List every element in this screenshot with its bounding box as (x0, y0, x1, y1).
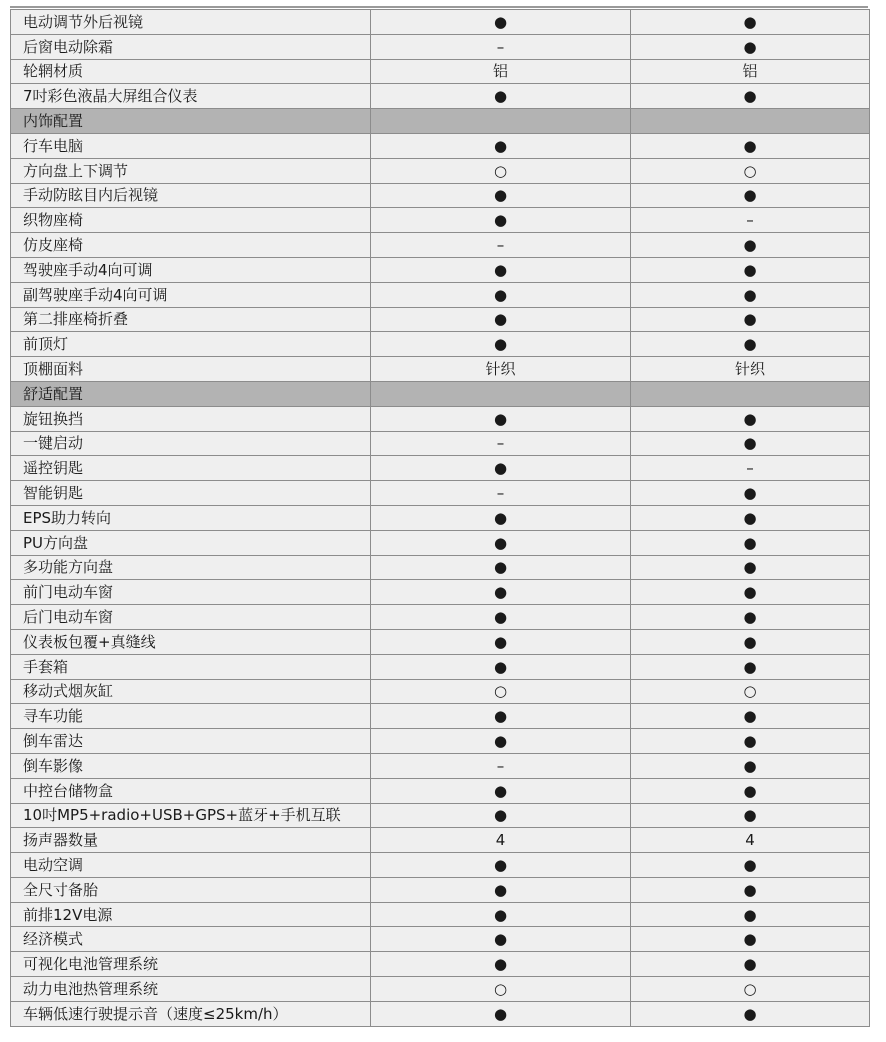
section-header-row (11, 381, 870, 406)
table-row (11, 778, 870, 803)
model-1-value-cell: ● (371, 629, 631, 654)
model-2-value-cell: 铝 (631, 59, 870, 84)
model-1-value-cell: – (371, 481, 631, 506)
model-2-value-cell: ● (631, 84, 870, 109)
model-1-value-cell: ● (371, 580, 631, 605)
model-1-value-cell: ● (371, 406, 631, 431)
feature-name-cell: 行车电脑 (11, 133, 371, 158)
table-row (11, 530, 870, 555)
table-row (11, 803, 870, 828)
model-1-value-cell: ● (371, 530, 631, 555)
model-2-value-cell: ○ (631, 158, 870, 183)
model-1-value-cell: ● (371, 1001, 631, 1026)
section-filler-cell (371, 381, 631, 406)
table-row (11, 555, 870, 580)
model-1-value-cell: 针织 (371, 357, 631, 382)
feature-name-cell: 手套箱 (11, 654, 371, 679)
model-1-value-cell: ● (371, 902, 631, 927)
model-2-value-cell: ● (631, 133, 870, 158)
feature-name-cell: 一键启动 (11, 431, 371, 456)
model-2-value-cell: ● (631, 853, 870, 878)
model-1-value-cell: – (371, 753, 631, 778)
model-1-value-cell: ● (371, 332, 631, 357)
model-1-value-cell: ○ (371, 158, 631, 183)
model-2-value-cell: ● (631, 629, 870, 654)
feature-name-cell: 多功能方向盘 (11, 555, 371, 580)
model-1-value-cell: ● (371, 729, 631, 754)
table-row (11, 257, 870, 282)
model-1-value-cell: – (371, 233, 631, 258)
feature-name-cell: EPS助力转向 (11, 505, 371, 530)
table-row (11, 605, 870, 630)
feature-name-cell: 全尺寸备胎 (11, 877, 371, 902)
spec-table (10, 9, 870, 1027)
model-2-value-cell: ● (631, 729, 870, 754)
feature-name-cell: 电动调节外后视镜 (11, 10, 371, 35)
model-2-value-cell: ● (631, 704, 870, 729)
model-1-value-cell: ● (371, 208, 631, 233)
section-header-row (11, 109, 870, 134)
feature-name-cell: 智能钥匙 (11, 481, 371, 506)
feature-name-cell: 第二排座椅折叠 (11, 307, 371, 332)
table-row (11, 456, 870, 481)
table-row (11, 481, 870, 506)
table-row (11, 828, 870, 853)
model-2-value-cell: ● (631, 530, 870, 555)
spec-table-body (11, 10, 870, 1027)
feature-name-cell: 后窗电动除霜 (11, 34, 371, 59)
model-2-value-cell: ● (631, 431, 870, 456)
model-2-value-cell: ● (631, 580, 870, 605)
table-row (11, 59, 870, 84)
table-row (11, 233, 870, 258)
model-1-value-cell: 铝 (371, 59, 631, 84)
model-1-value-cell: ○ (371, 977, 631, 1002)
feature-name-cell: 前顶灯 (11, 332, 371, 357)
feature-name-cell: 车辆低速行驶提示音（速度≤25km/h） (11, 1001, 371, 1026)
table-row (11, 133, 870, 158)
model-1-value-cell: ● (371, 505, 631, 530)
feature-name-cell: 后门电动车窗 (11, 605, 371, 630)
model-2-value-cell: ● (631, 753, 870, 778)
model-2-value-cell: 针织 (631, 357, 870, 382)
table-row (11, 307, 870, 332)
model-2-value-cell: ● (631, 332, 870, 357)
model-1-value-cell: ● (371, 952, 631, 977)
model-2-value-cell: ● (631, 877, 870, 902)
model-1-value-cell: ● (371, 853, 631, 878)
model-1-value-cell: ○ (371, 679, 631, 704)
feature-name-cell: 仪表板包覆+真缝线 (11, 629, 371, 654)
model-1-value-cell: ● (371, 803, 631, 828)
model-2-value-cell: ● (631, 257, 870, 282)
model-2-value-cell: ● (631, 233, 870, 258)
feature-name-cell: 仿皮座椅 (11, 233, 371, 258)
table-row (11, 580, 870, 605)
feature-name-cell: 扬声器数量 (11, 828, 371, 853)
top-rule (10, 6, 868, 8)
model-2-value-cell: ● (631, 803, 870, 828)
model-2-value-cell: ● (631, 555, 870, 580)
feature-name-cell: 旋钮换挡 (11, 406, 371, 431)
feature-name-cell: 倒车雷达 (11, 729, 371, 754)
feature-name-cell: 遥控钥匙 (11, 456, 371, 481)
model-2-value-cell: ● (631, 282, 870, 307)
section-title: 内饰配置 (11, 109, 371, 134)
feature-name-cell: 10吋MP5+radio+USB+GPS+蓝牙+手机互联 (11, 803, 371, 828)
model-1-value-cell: ● (371, 927, 631, 952)
model-1-value-cell: ● (371, 877, 631, 902)
model-1-value-cell: ● (371, 456, 631, 481)
feature-name-cell: 寻车功能 (11, 704, 371, 729)
table-row (11, 704, 870, 729)
table-row (11, 505, 870, 530)
model-1-value-cell: ● (371, 10, 631, 35)
section-title: 舒适配置 (11, 381, 371, 406)
table-row (11, 679, 870, 704)
model-1-value-cell: ● (371, 84, 631, 109)
table-row (11, 10, 870, 35)
model-1-value-cell: ● (371, 654, 631, 679)
table-row (11, 357, 870, 382)
table-row (11, 977, 870, 1002)
table-row (11, 332, 870, 357)
model-1-value-cell: – (371, 431, 631, 456)
model-2-value-cell: ● (631, 183, 870, 208)
model-2-value-cell: ● (631, 10, 870, 35)
model-2-value-cell: ● (631, 481, 870, 506)
model-2-value-cell: – (631, 208, 870, 233)
model-1-value-cell: ● (371, 605, 631, 630)
table-row (11, 406, 870, 431)
table-row (11, 629, 870, 654)
table-row (11, 282, 870, 307)
table-row (11, 84, 870, 109)
table-row (11, 853, 870, 878)
table-row (11, 183, 870, 208)
feature-name-cell: 前排12V电源 (11, 902, 371, 927)
table-row (11, 431, 870, 456)
feature-name-cell: 倒车影像 (11, 753, 371, 778)
model-2-value-cell: – (631, 456, 870, 481)
model-1-value-cell: – (371, 34, 631, 59)
model-1-value-cell: ● (371, 257, 631, 282)
feature-name-cell: 经济模式 (11, 927, 371, 952)
model-2-value-cell: ● (631, 505, 870, 530)
table-row (11, 158, 870, 183)
section-filler-cell (371, 109, 631, 134)
feature-name-cell: PU方向盘 (11, 530, 371, 555)
model-2-value-cell: 4 (631, 828, 870, 853)
table-row (11, 1001, 870, 1026)
table-row (11, 208, 870, 233)
feature-name-cell: 可视化电池管理系统 (11, 952, 371, 977)
table-row (11, 729, 870, 754)
feature-name-cell: 电动空调 (11, 853, 371, 878)
model-2-value-cell: ● (631, 307, 870, 332)
model-1-value-cell: ● (371, 778, 631, 803)
table-row (11, 654, 870, 679)
section-filler-cell (631, 381, 870, 406)
table-row (11, 34, 870, 59)
table-row (11, 877, 870, 902)
model-2-value-cell: ○ (631, 679, 870, 704)
model-1-value-cell: ● (371, 183, 631, 208)
feature-name-cell: 移动式烟灰缸 (11, 679, 371, 704)
model-1-value-cell: ● (371, 282, 631, 307)
model-2-value-cell: ● (631, 952, 870, 977)
feature-name-cell: 7吋彩色液晶大屏组合仪表 (11, 84, 371, 109)
feature-name-cell: 前门电动车窗 (11, 580, 371, 605)
model-2-value-cell: ● (631, 902, 870, 927)
model-1-value-cell: ● (371, 704, 631, 729)
model-1-value-cell: ● (371, 307, 631, 332)
feature-name-cell: 顶棚面料 (11, 357, 371, 382)
model-2-value-cell: ● (631, 605, 870, 630)
feature-name-cell: 驾驶座手动4向可调 (11, 257, 371, 282)
model-2-value-cell: ● (631, 406, 870, 431)
table-row (11, 952, 870, 977)
feature-name-cell: 中控台储物盒 (11, 778, 371, 803)
feature-name-cell: 副驾驶座手动4向可调 (11, 282, 371, 307)
model-2-value-cell: ● (631, 927, 870, 952)
model-1-value-cell: ● (371, 555, 631, 580)
model-1-value-cell: 4 (371, 828, 631, 853)
model-2-value-cell: ● (631, 654, 870, 679)
feature-name-cell: 织物座椅 (11, 208, 371, 233)
model-1-value-cell: ● (371, 133, 631, 158)
model-2-value-cell: ● (631, 778, 870, 803)
model-2-value-cell: ○ (631, 977, 870, 1002)
table-row (11, 753, 870, 778)
section-filler-cell (631, 109, 870, 134)
feature-name-cell: 方向盘上下调节 (11, 158, 371, 183)
model-2-value-cell: ● (631, 34, 870, 59)
feature-name-cell: 手动防眩目内后视镜 (11, 183, 371, 208)
feature-name-cell: 轮辋材质 (11, 59, 371, 84)
table-row (11, 927, 870, 952)
feature-name-cell: 动力电池热管理系统 (11, 977, 371, 1002)
table-row (11, 902, 870, 927)
model-2-value-cell: ● (631, 1001, 870, 1026)
